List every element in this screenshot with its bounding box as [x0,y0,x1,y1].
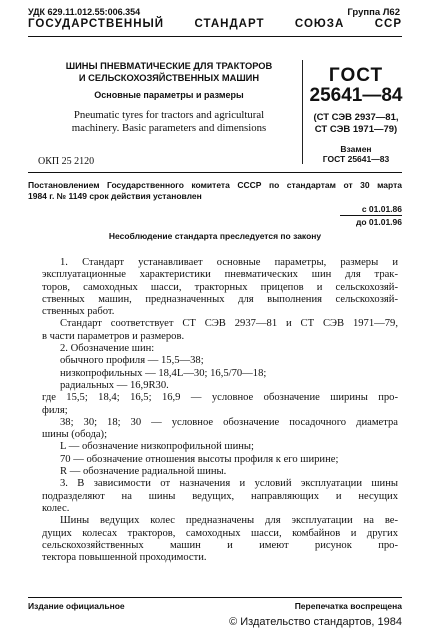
st-sev-1: (СТ СЭВ 2937—81, [313,112,399,123]
body-line: 70 — обозначение отношения высоты профиля к его ширине; [60,453,339,465]
body-line: Стандарт соответствует СТ СЭВ 2937—81 и СТ СЭВ 1971—79, [60,318,398,330]
body-line: R — обозначение радиальной шины. [60,466,227,478]
body-line: тектора повышенной проходимости. [42,552,207,564]
body-line: L — обозначение низкопрофильной шины; [60,441,254,453]
replaces-label: Взамен [340,144,372,154]
body-line: в части параметров и размеров. [42,330,185,342]
body-line: шины (обода); [42,429,108,441]
body-line: торов, самоходных шасси, тракторных прицепов и сельскохозяй- [42,281,398,293]
body-line: где 15,5; 18,4; 16,5; 16,9 — условное обозначение ширины про- [42,392,398,404]
state-standard-banner: ГОСУДАРСТВЕННЫЙ СТАНДАРТ СОЮЗА ССР [28,18,402,30]
body-line: 2. Обозначение шин: [60,343,155,355]
title-ru-subtitle: Основные параметры и размеры [94,90,244,100]
body-line: радиальных — 16,9R30. [60,379,169,391]
body-line: ственных машин, предназначенных для выполнения сельскохозяй- [42,293,398,305]
title-divider [28,172,402,173]
body-line: 3. В зависимости от назначения и условий эксплуатации шины [60,478,398,490]
footer-divider [28,597,402,598]
body-line: колес. [42,502,70,514]
valid-to: до 01.01.96 [355,217,402,227]
body-line: Шины ведущих колес предназначены для эксплуатации на ве- [60,515,398,527]
gost-label: ГОСТ [328,65,384,86]
group-code: Группа Л62 [347,7,400,18]
body-line: ственных работ. [42,306,115,318]
udk-code: УДК 629.11.012.55:006.354 [28,7,141,17]
body-line: сельскохозяйственных машин и имеют рисунок про- [42,539,398,551]
title-block [38,60,300,134]
body-line: филя; [42,404,68,416]
law-warning: Несоблюдение стандарта преследуется по закону [108,231,322,241]
title-en-line1: Pneumatic tyres for tractors and agricultural [73,109,265,121]
decree-block [28,180,402,202]
okp-code: ОКП 25 2120 [38,156,95,167]
body-line: эксплуатационные характеристики пневматических шин для трак- [42,269,398,281]
valid-from: с 01.01.86 [340,204,402,216]
replaces-standard: ГОСТ 25641—83 [322,154,390,164]
gost-number: 25641—84 [309,85,403,106]
body-line: низкопрофильных — 18,4L—30; 16,5/70—18; [60,367,267,379]
validity-period [340,204,402,227]
body-line: 38; 30; 18; 30 — условное обозначение посадочного диаметра [60,416,398,428]
body-line: обычного профиля — 15,5—38; [60,355,204,367]
body-line: дущих колесах тракторов, самоходных шасси, комбайнов и других [42,527,398,539]
title-ru-line2: И СЕЛЬСКОХОЗЯЙСТВЕННЫХ МАШИН [78,73,260,83]
title-vertical-divider [302,60,303,164]
decree-line2: 1984 г. № 1149 срок действия установлен [28,191,202,201]
body-line: подразделяют на шины ведущих, направляющих и несущих [42,490,398,502]
copyright: © Издательство стандартов, 1984 [229,616,402,628]
reprint-prohibited: Перепечатка воспрещена [294,601,402,611]
decree-line1: Постановлением Государственного комитета СССР по стандартам от 30 марта [28,180,402,190]
st-sev-2: СТ СЭВ 1971—79) [314,123,398,135]
official-edition: Издание официальное [28,601,125,611]
body-line: 1. Стандарт устанавливает основные параметры, размеры и [60,257,398,268]
body-text [42,257,398,564]
header-divider [28,36,402,37]
title-en-line2: machinery. Basic parameters and dimensions [71,121,267,134]
gost-block [308,66,404,164]
title-ru-line1: ШИНЫ ПНЕВМАТИЧЕСКИЕ ДЛЯ ТРАКТОРОВ [65,61,273,71]
